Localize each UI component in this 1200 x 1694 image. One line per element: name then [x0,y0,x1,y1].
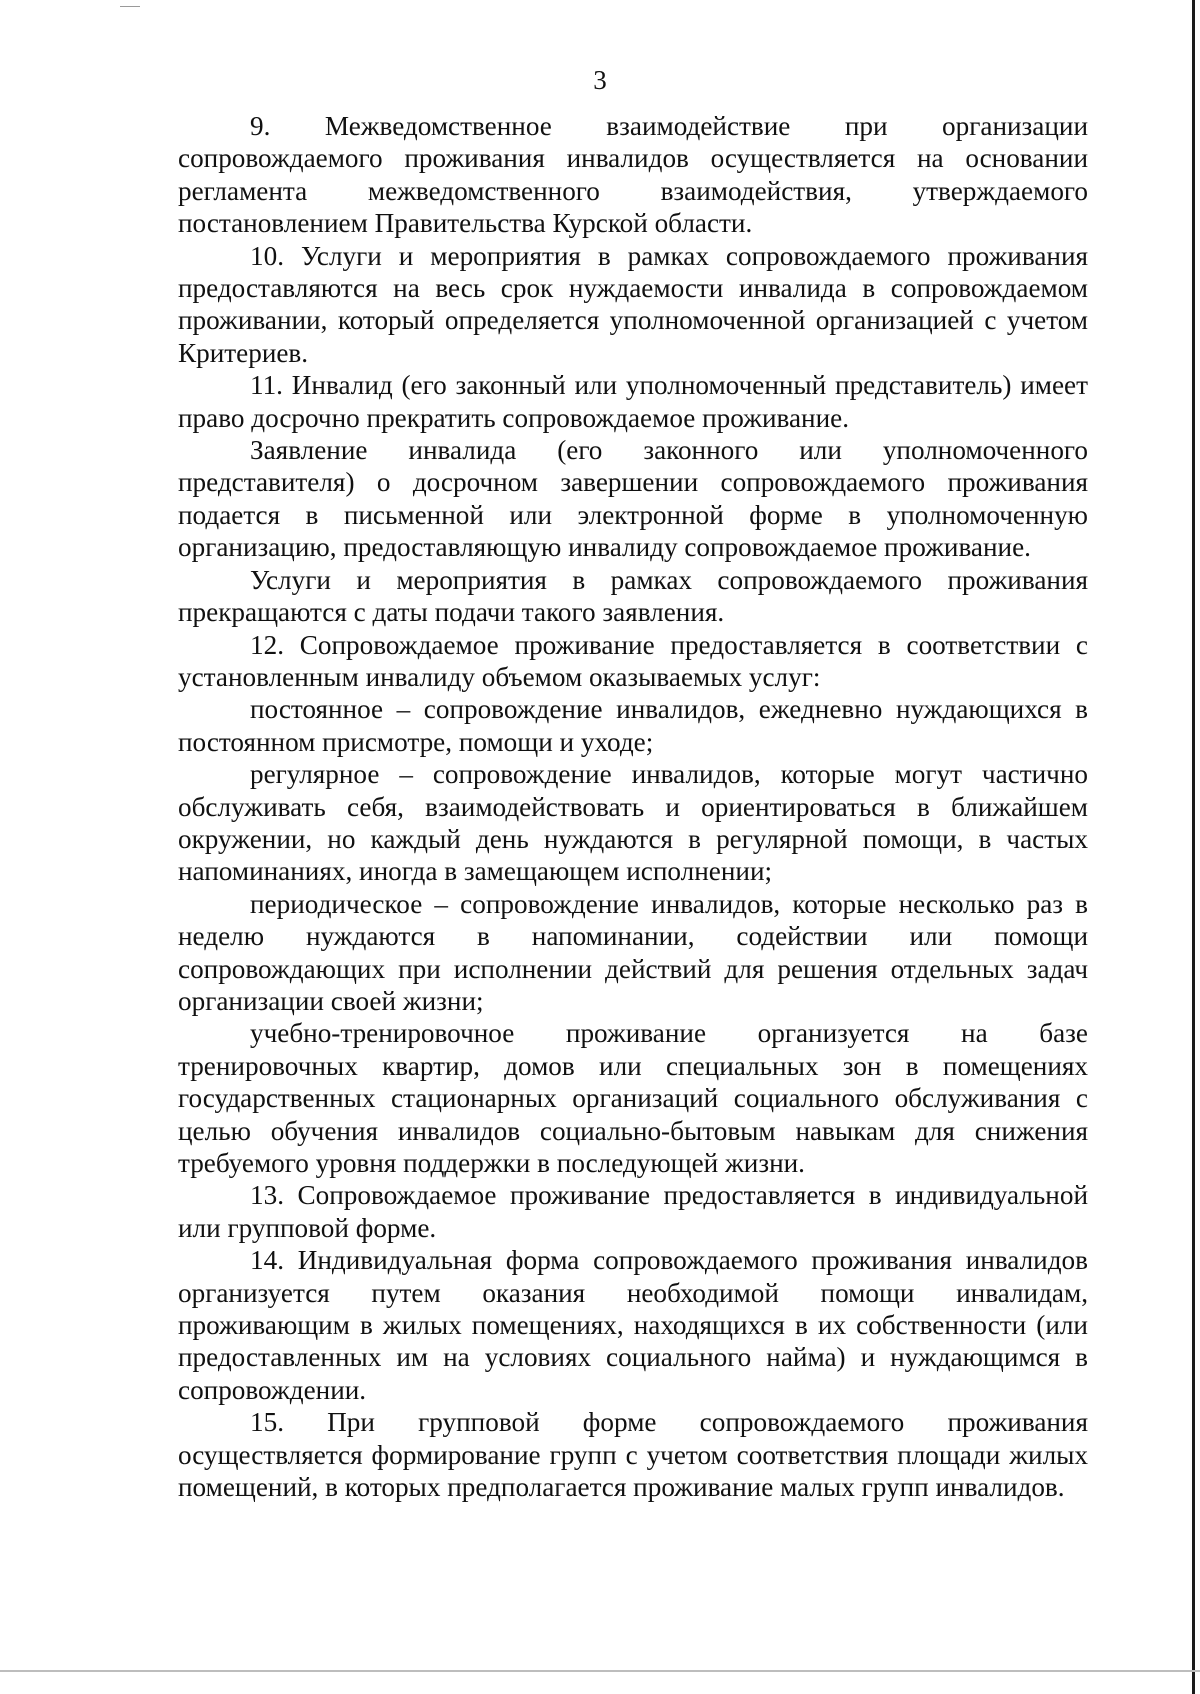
paragraph-12-regular: регулярное – сопровождение инвалидов, которые могут частично обслуживать себя, взаимодействовать и ориентироваться в ближайшем окружении, но каждый день нуждаются в регулярной помощи, в частых напоминаниях, иногда в замещающем исполнении; [178,759,1088,887]
page-number: 3 [593,65,607,95]
paragraph-9: 9. Межведомственное взаимодействие при организации сопровождаемого проживания инвалидов осуществляется на основании регламента межведомственного взаимодействия, утверждаемого постановлением Правительства Курской области. [178,111,1088,239]
scan-edge-bottom [0,1670,1200,1672]
paragraph-11: 11. Инвалид (его законный или уполномоченный представитель) имеет право досрочно прекратить сопровождаемое проживание. [178,370,1088,433]
paragraph-10: 10. Услуги и мероприятия в рамках сопровождаемого проживания предоставляются на весь срок нуждаемости инвалида в сопровождаемом проживании, который определяется уполномоченной организацией с учетом Критериев. [178,240,1088,368]
paragraph-12-periodic: периодическое – сопровождение инвалидов, которые несколько раз в неделю нуждаются в напоминании, содействии или помощи сопровождающих при исполнении действий для решения отдельных задач организации своей жизни; [178,888,1088,1016]
paragraph-13: 13. Сопровождаемое проживание предоставляется в индивидуальной или групповой форме. [178,1180,1088,1243]
paragraph-11-application: Заявление инвалида (его законного или уполномоченного представителя) о досрочном завершении сопровождаемого проживания подается в письменной или электронной форме в уполномоченную организацию, предоставляющую инвалиду сопровождаемое проживание. [178,435,1088,563]
paragraph-11-termination: Услуги и мероприятия в рамках сопровождаемого проживания прекращаются с даты подачи такого заявления. [178,564,1088,628]
scan-edge [1192,0,1195,1694]
paragraph-15: 15. При групповой форме сопровождаемого проживания осуществляется формирование групп с учетом соответствия площади жилых помещений, в которых предполагается проживание малых групп инвалидов. [178,1407,1088,1503]
paragraph-12: 12. Сопровождаемое проживание предоставляется в соответствии с установленным инвалиду объемом оказываемых услуг: [178,629,1088,692]
paragraph-14: 14. Индивидуальная форма сопровождаемого проживания инвалидов организуется путем оказания необходимой помощи инвалидам, проживающим в жилых помещениях, находящихся в их собственности (или предоставленных им на условиях социального найма) и нуждающимся в сопровождении. [178,1245,1088,1405]
document-body [178,110,1088,1503]
scan-mark [120,6,140,7]
paragraph-12-training: учебно-тренировочное проживание организуется на базе тренировочных квартир, домов или специальных зон в помещениях государственных стационарных организаций социального обслуживания с целью обучения инвалидов социально-бытовым навыкам для снижения требуемого уровня поддержки в последующей жизни. [178,1018,1088,1178]
paragraph-12-permanent: постоянное – сопровождение инвалидов, ежедневно нуждающихся в постоянном присмотре, помощи и уходе; [178,694,1088,757]
